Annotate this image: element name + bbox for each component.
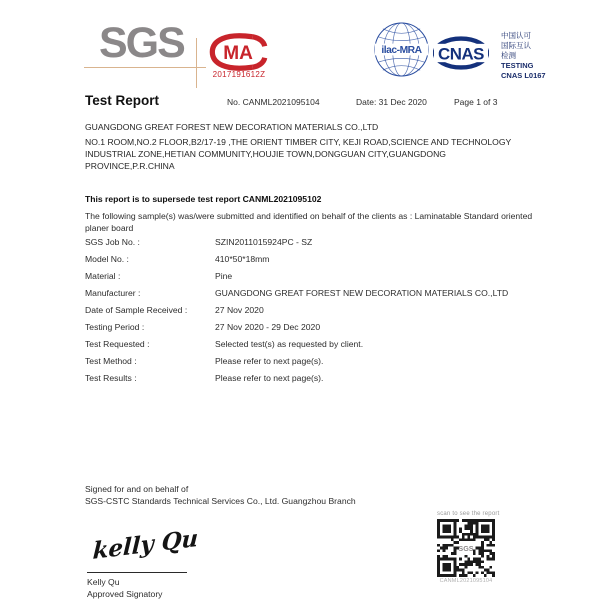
signoff-line2: SGS-CSTC Standards Technical Services Co., Ltd. Guangzhou Branch [85, 495, 356, 506]
qr-caption: scan to see the report [437, 511, 500, 517]
field-row [85, 270, 537, 283]
field-label: Date of Sample Received : [85, 305, 188, 315]
accreditation-line: 检测 [501, 51, 516, 60]
client-name: GUANGDONG GREAT FOREST NEW DECORATION MATERIALS CO.,LTD [85, 122, 379, 132]
field-label: Material : [85, 271, 121, 281]
report-page-indicator: Page 1 of 3 [454, 97, 498, 107]
crop-mark-horizontal [84, 67, 206, 68]
handwritten-signature: kelly Qu [92, 524, 199, 565]
cnas-logo [433, 36, 489, 70]
accreditation-line: TESTING [501, 61, 534, 70]
sgs-logo: SGS [99, 19, 184, 67]
field-row [85, 304, 537, 317]
signatory-role: Approved Signatory [87, 589, 163, 599]
svg-text:ilac-MRA: ilac-MRA [381, 44, 422, 56]
field-value: Please refer to next page(s). [215, 373, 324, 383]
field-label: SGS Job No. : [85, 237, 140, 247]
report-title: Test Report [85, 93, 160, 108]
field-value: 27 Nov 2020 [215, 305, 264, 315]
field-row [85, 287, 537, 300]
field-label: Manufacturer : [85, 288, 141, 298]
qr-report-number: CANML2021095104 [439, 578, 493, 584]
field-label: Testing Period : [85, 322, 145, 332]
crop-mark-vertical [196, 38, 197, 88]
field-value: Please refer to next page(s). [215, 356, 324, 366]
field-value: 27 Nov 2020 - 29 Dec 2020 [215, 322, 321, 332]
signatory-name: Kelly Qu [87, 577, 120, 587]
field-value: Selected test(s) as requested by client. [215, 339, 364, 349]
field-value: SZIN2011015924PC - SZ [215, 237, 313, 247]
svg-text:CNAS: CNAS [438, 44, 484, 64]
field-row [85, 372, 537, 385]
cnas-accreditation-text [501, 31, 546, 81]
field-label: Model No. : [85, 254, 129, 264]
signoff-block [85, 484, 356, 507]
field-label: Test Results : [85, 373, 137, 383]
accreditation-line: 中国认可 [501, 31, 531, 40]
sample-description: The following sample(s) was/were submitted and identified on behalf of the clients as : Laminatable Standard oriented planer board [85, 211, 533, 233]
qr-code [437, 519, 495, 577]
svg-text:SGS: SGS [458, 545, 474, 554]
field-value: Pine [215, 271, 233, 281]
field-row [85, 355, 537, 368]
field-label: Test Requested : [85, 339, 150, 349]
signature-line [87, 572, 187, 573]
field-row [85, 338, 537, 351]
field-value: 410*50*18mm [215, 254, 270, 264]
svg-text:MA: MA [223, 43, 253, 65]
accreditation-line: 国际互认 [501, 41, 531, 50]
report-date: Date: 31 Dec 2020 [356, 97, 427, 107]
ilac-mra-logo [373, 21, 430, 78]
field-row [85, 321, 537, 334]
report-fields-table [85, 236, 537, 385]
field-value: GUANGDONG GREAT FOREST NEW DECORATION MATERIALS CO.,LTD [215, 288, 509, 298]
cma-logo [207, 32, 271, 72]
cma-accreditation-number: 2017191612Z [212, 70, 266, 79]
accreditation-line: CNAS L0167 [501, 71, 546, 80]
field-row [85, 236, 537, 249]
supersede-note: This report is to supersede test report CANML2021095102 [85, 194, 322, 204]
field-label: Test Method : [85, 356, 137, 366]
field-row [85, 253, 537, 266]
signoff-line1: Signed for and on behalf of [85, 484, 189, 494]
report-number: No. CANML2021095104 [227, 97, 320, 107]
client-address: NO.1 ROOM,NO.2 FLOOR,B2/17-19 ,THE ORIENT TIMBER CITY, KEJI ROAD,SCIENCE AND TECHNOLOGY INDUSTRIAL ZONE,HETIAN COMMUNITY,HOUJIE TOWN,DONGGUAN CITY,GUANGDONG PROVINCE,P.R.CHINA [85, 137, 512, 171]
